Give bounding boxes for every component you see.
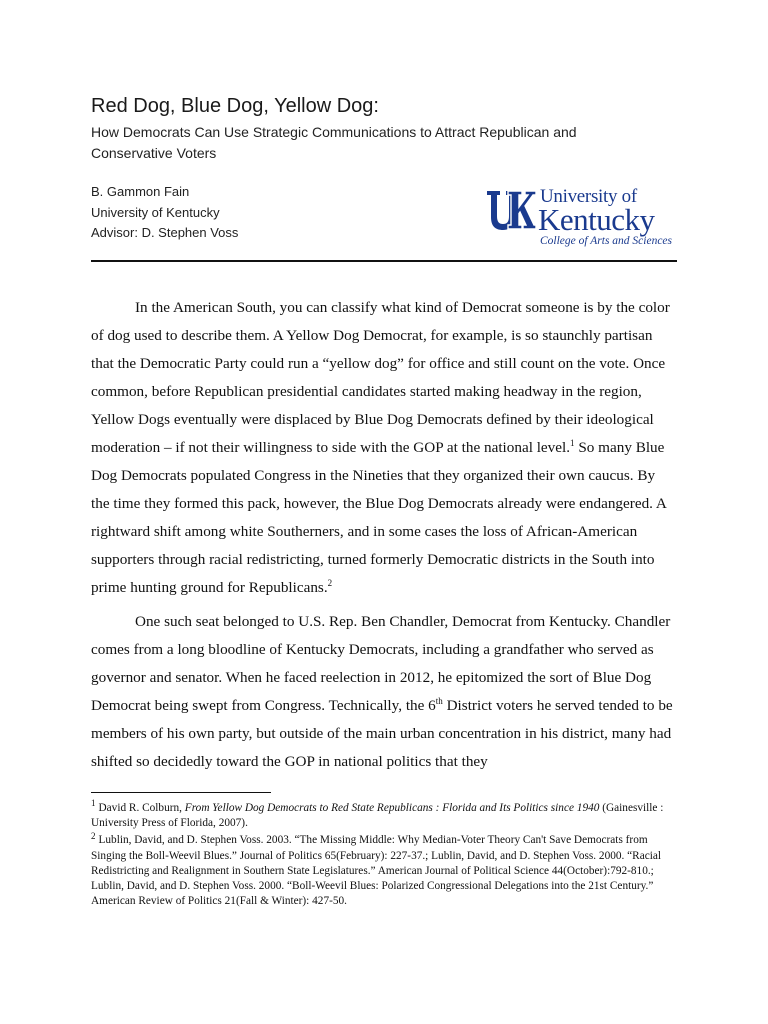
author-name: B. Gammon Fain <box>91 184 190 199</box>
footnote-2-text: Lublin, David, and D. Stephen Voss. 2003. “The Missing Middle: Why Median-Voter Theory Can't Save Democrats from Singing the Boll-Weevil Blues.” Journal of Politics 65(February): 227-37.; Lublin, David, and D. Stephen Voss. 2000. “Racial Redistricting and Realignment in Southern State Legislatures.” American Journal of Political Science 44(October):792-810.; Lublin, David, and D. Stephen Voss. 2000. “Boll-Weevil Blues: Polarized Congressional Delegations into the 21st Century.” American Review of Politics 21(Fall & Winter): 427-50. <box>91 834 662 908</box>
footnote-1-book-title: From Yellow Dog Democrats to Red State Republicans : Florida and Its Politics since 1940 <box>184 802 600 814</box>
footnote-ref-1[interactable]: 1 <box>570 437 575 448</box>
author-block <box>91 182 391 244</box>
paragraph-1-part-b: So many Blue Dog Democrats populated Congress in the Nineties that they organized their own caucus. By the time they formed this pack, however, the Blue Dog Democrats already were endangered. A rightward shift among white Southerners, and in some cases the loss of African-American supporters through racial redistricting, turned formerly Democratic districts in the South into prime hunting ground for Republicans. <box>91 439 667 596</box>
body-text <box>91 294 677 776</box>
logo-kentucky: Kentucky <box>538 202 655 237</box>
footnote-1-number: 1 <box>91 798 96 809</box>
footnotes <box>91 798 681 909</box>
author-affiliation: University of Kentucky <box>91 204 220 220</box>
footnote-2 <box>91 830 681 909</box>
document-subtitle: How Democrats Can Use Strategic Communications to Attract Republican and Conservative Voters <box>91 124 577 161</box>
paragraph-2-part-a: One such seat belonged to U.S. Rep. Ben Chandler, Democrat from Kentucky. Chandler comes from a long bloodline of Kentucky Democrats, including a grandfather who served as governor and senator. When he faced reelection in 2012, he epitomized the sort of Blue Dog Democrat being swept from Congress. Technically, the 6 <box>91 613 671 714</box>
paragraph-1 <box>91 294 677 602</box>
header-divider <box>91 260 677 262</box>
university-logo <box>486 186 686 250</box>
logo-university-of: University of <box>540 186 637 207</box>
footnote-2-number: 2 <box>91 830 96 841</box>
paragraph-2-part-b: District voters he served tended to be members of his own party, but outside of the main urban concentration in his district, many had shifted so decidedly toward the GOP in national politics that they <box>91 697 673 770</box>
paragraph-2 <box>91 608 677 776</box>
uk-monogram-icon <box>486 189 536 231</box>
footnote-ref-2[interactable]: 2 <box>327 577 333 588</box>
footnote-1-text-a: David R. Colburn, <box>98 802 185 814</box>
logo-college-name: College of Arts and Sciences <box>540 235 673 247</box>
footnote-divider <box>91 792 271 793</box>
advisor-name: Advisor: D. Stephen Voss <box>91 225 239 240</box>
footnote-1-text-b: (Gainesville : University Press of Florida, 2007). <box>91 802 664 830</box>
footnote-1 <box>91 798 681 831</box>
document-title: Red Dog, Blue Dog, Yellow Dog: <box>91 95 379 117</box>
ordinal-suffix: th <box>435 695 443 706</box>
paragraph-1-part-a: In the American South, you can classify what kind of Democrat someone is by the color of dog used to describe them. A Yellow Dog Democrat, for example, is so staunchly partisan that the Democratic Party could run a “yellow dog” for office and still count on the vote. Once common, before Republican presidential candidates started making headway in the region, Yellow Dogs eventually were displaced by Blue Dog Democrats defined by their ideological moderation – if not their willingness to side with the GOP at the national level. <box>91 299 670 456</box>
